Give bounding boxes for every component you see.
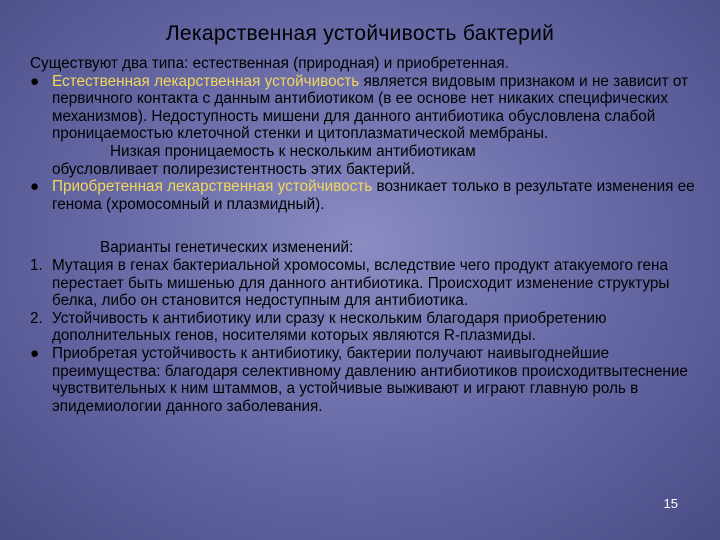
list-item-acquired: [30, 178, 700, 213]
bullet-icon: ●: [30, 344, 40, 362]
variant-2-text: Устойчивость к антибиотику или сразу к нескольким благодаря приобретению дополнительных генов, носителями которых являются R-плазмиды.: [52, 309, 607, 345]
acquired-resistance-term: Приобретенная лекарственная устойчивость: [52, 178, 373, 196]
variants-heading: Варианты генетических изменений:: [100, 239, 354, 257]
bullet-icon: ●: [30, 72, 40, 90]
list-number: 1.: [30, 256, 43, 274]
variant-item-2: [30, 310, 700, 345]
page-number: 15: [663, 496, 678, 511]
intro-text: Существуют два типа: естественная (природная) и приобретенная.: [30, 55, 509, 72]
low-permeability-line: Низкая проницаемость к нескольким антибиотикам: [110, 142, 476, 160]
variant-item-1: [30, 257, 700, 310]
list-number: 2.: [30, 309, 43, 327]
variant-3-text: Приобретая устойчивость к антибиотику, бактерии получают наивыгоднейшие преимущества: благодаря селективному давлению антибиотиков происходитвытеснение чувствительных к ним штаммов, а устойчивые выживают и играют главную роль в эпидемиологии данного заболевания.: [52, 344, 688, 415]
slide-title: Лекарственная устойчивость бактерий: [165, 22, 555, 45]
natural-resistance-term: Естественная лекарственная устойчивость: [52, 72, 360, 90]
natural-resistance-text: является видовым признаком и не зависит от первичного контакта с данным антибиотиком (в ее основе нет никаких специфических механизмов). Недоступность мишени для данного антибиотика обусловлена слабой проницаемостью клеточной стенки и цитоплазматической мембраны.: [52, 72, 689, 143]
list-item-natural: [30, 73, 700, 143]
bullet-icon: ●: [30, 178, 40, 196]
variant-item-3: [30, 345, 700, 415]
acquired-resistance-text: возникает только в результате изменения ее генома (хромосомный и плазмидный).: [52, 178, 695, 213]
slide-body: [30, 55, 700, 415]
variant-1-text: Мутация в генах бактериальной хромосомы, вследствие чего продукт атакуемого гена перестает быть мишенью для данного антибиотика. Происходит изменение структуры белка, либо он становится недоступным для антибиотика.: [52, 256, 670, 310]
polyresistance-line: обусловливает полирезистентность этих бактерий.: [52, 160, 415, 178]
